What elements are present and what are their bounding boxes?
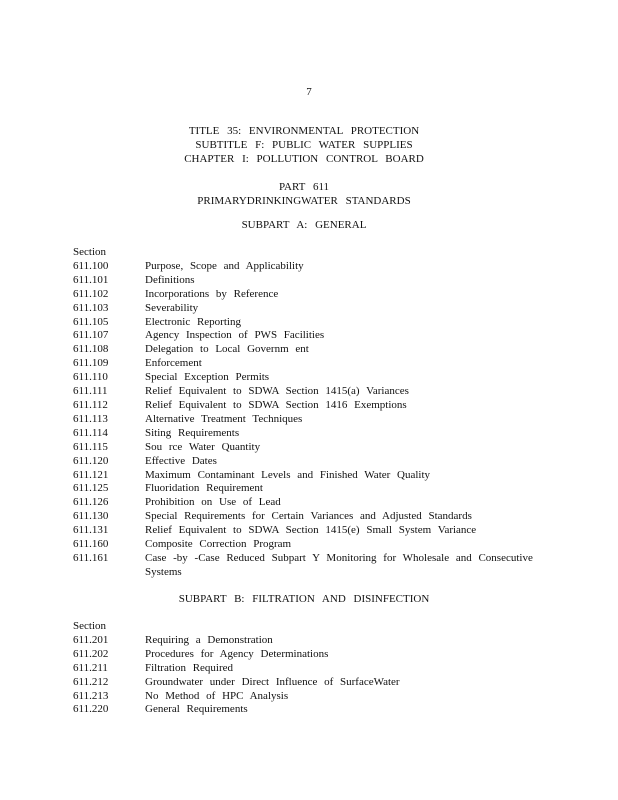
section-title: Requiring a Demonstration <box>145 633 273 646</box>
title-heading <box>0 124 608 166</box>
section-number: 611.112 <box>73 398 108 411</box>
page-number: 7 <box>306 86 312 98</box>
section-entry <box>73 399 543 413</box>
section-title: Fluoridation Requirement <box>145 482 263 495</box>
section-entry <box>73 274 543 288</box>
section-number: 611.211 <box>73 661 108 674</box>
section-number: 611.220 <box>73 703 109 716</box>
section-entry <box>73 316 543 330</box>
section-number: 611.125 <box>73 482 109 495</box>
section-entry <box>73 413 543 427</box>
section-number: 611.101 <box>73 273 109 286</box>
section-title: Definitions <box>145 273 195 286</box>
section-title: Sou rce Water Quantity <box>145 440 261 453</box>
section-label: Section <box>73 620 106 632</box>
part-number: PART 611 <box>278 181 330 193</box>
subpart-a-toc <box>73 246 543 580</box>
section-entry <box>73 676 543 690</box>
section-title: Relief Equivalent to SDWA Section 1415(e) Small System Variance <box>145 524 477 537</box>
section-entry <box>73 357 543 371</box>
section-number: 611.102 <box>73 287 109 300</box>
section-title: Purpose, Scope and Applicability <box>145 259 304 272</box>
section-title: Relief Equivalent to SDWA Section 1415(a) Variances <box>145 385 409 398</box>
section-entry <box>73 469 543 483</box>
section-title: Prohibition on Use of Lead <box>145 496 281 509</box>
section-list <box>73 634 543 717</box>
section-entry <box>73 634 543 648</box>
section-title: Electronic Reporting <box>145 315 241 328</box>
section-entry <box>73 510 543 524</box>
section-title: Siting Requirements <box>145 426 240 439</box>
section-number: 611.202 <box>73 647 109 660</box>
section-number: 611.113 <box>73 412 108 425</box>
section-title: Special Exception Permits <box>145 371 270 384</box>
section-number: 611.110 <box>73 371 108 384</box>
section-entry <box>73 662 543 676</box>
section-number: 611.105 <box>73 315 109 328</box>
section-entry <box>73 260 543 274</box>
section-entry <box>73 288 543 302</box>
subpart-b-title: SUBPART B: FILTRATION AND DISINFECTION <box>178 593 430 605</box>
section-title: Severability <box>145 301 199 314</box>
section-title: General Requirements <box>145 703 248 716</box>
section-number: 611.109 <box>73 357 109 370</box>
section-entry <box>73 482 543 496</box>
section-entry <box>73 329 543 343</box>
section-number: 611.201 <box>73 633 109 646</box>
section-title: Special Requirements for Certain Variances and Adjusted Standards <box>145 510 472 523</box>
section-title: Enforcement <box>145 357 202 370</box>
section-title: Procedures for Agency Determinations <box>145 647 329 660</box>
subpart-a-title: SUBPART A: GENERAL <box>241 219 367 231</box>
chapter-line: CHAPTER I: POLLUTION CONTROL BOARD <box>184 153 424 165</box>
part-title: PRIMARYDRINKINGWATER STANDARDS <box>197 195 411 207</box>
section-number: 611.130 <box>73 510 109 523</box>
subtitle-line: SUBTITLE F: PUBLIC WATER SUPPLIES <box>195 139 413 151</box>
section-title: Alternative Treatment Techniques <box>145 412 303 425</box>
part-heading <box>0 180 608 208</box>
section-title: No Method of HPC Analysis <box>145 689 289 702</box>
section-number: 611.103 <box>73 301 109 314</box>
section-title: Composite Correction Program <box>145 538 292 551</box>
section-title: Incorporations by Reference <box>145 287 279 300</box>
section-number: 611.120 <box>73 454 109 467</box>
section-entry <box>73 455 543 469</box>
section-number: 611.115 <box>73 440 108 453</box>
section-number: 611.108 <box>73 343 109 356</box>
section-title: Filtration Required <box>145 661 234 674</box>
section-entry <box>73 343 543 357</box>
subpart-b-toc <box>73 620 543 717</box>
section-entry <box>73 703 543 717</box>
section-entry <box>73 690 543 704</box>
section-entry <box>73 648 543 662</box>
section-number: 611.126 <box>73 496 109 509</box>
section-entry <box>73 552 543 580</box>
section-number: 611.107 <box>73 329 109 342</box>
section-number: 611.213 <box>73 689 109 702</box>
section-title: Groundwater under Direct Influence of SurfaceWater <box>145 675 400 688</box>
section-title: Delegation to Local Governm ent <box>145 343 309 356</box>
section-number: 611.114 <box>73 426 108 439</box>
section-label: Section <box>73 246 106 258</box>
section-number: 611.111 <box>73 385 108 398</box>
section-entry <box>73 385 543 399</box>
section-number: 611.161 <box>73 551 109 564</box>
section-title: Relief Equivalent to SDWA Section 1416 Exemptions <box>145 398 407 411</box>
section-entry <box>73 524 543 538</box>
section-entry <box>73 441 543 455</box>
section-entry <box>73 302 543 316</box>
section-entry <box>73 371 543 385</box>
section-number: 611.131 <box>73 524 109 537</box>
section-entry <box>73 427 543 441</box>
section-title: Agency Inspection of PWS Facilities <box>145 329 325 342</box>
section-title: Case -by -Case Reduced Subpart Y Monitoring for Wholesale and Consecutive Systems <box>145 551 533 578</box>
section-title: Effective Dates <box>145 454 217 467</box>
section-number: 611.160 <box>73 538 109 551</box>
section-number: 611.121 <box>73 468 109 481</box>
section-list <box>73 260 543 580</box>
section-title: Maximum Contaminant Levels and Finished Water Quality <box>145 468 431 481</box>
section-number: 611.100 <box>73 259 109 272</box>
section-entry <box>73 496 543 510</box>
section-entry <box>73 538 543 552</box>
title-line: TITLE 35: ENVIRONMENTAL PROTECTION <box>188 125 420 137</box>
section-number: 611.212 <box>73 675 109 688</box>
